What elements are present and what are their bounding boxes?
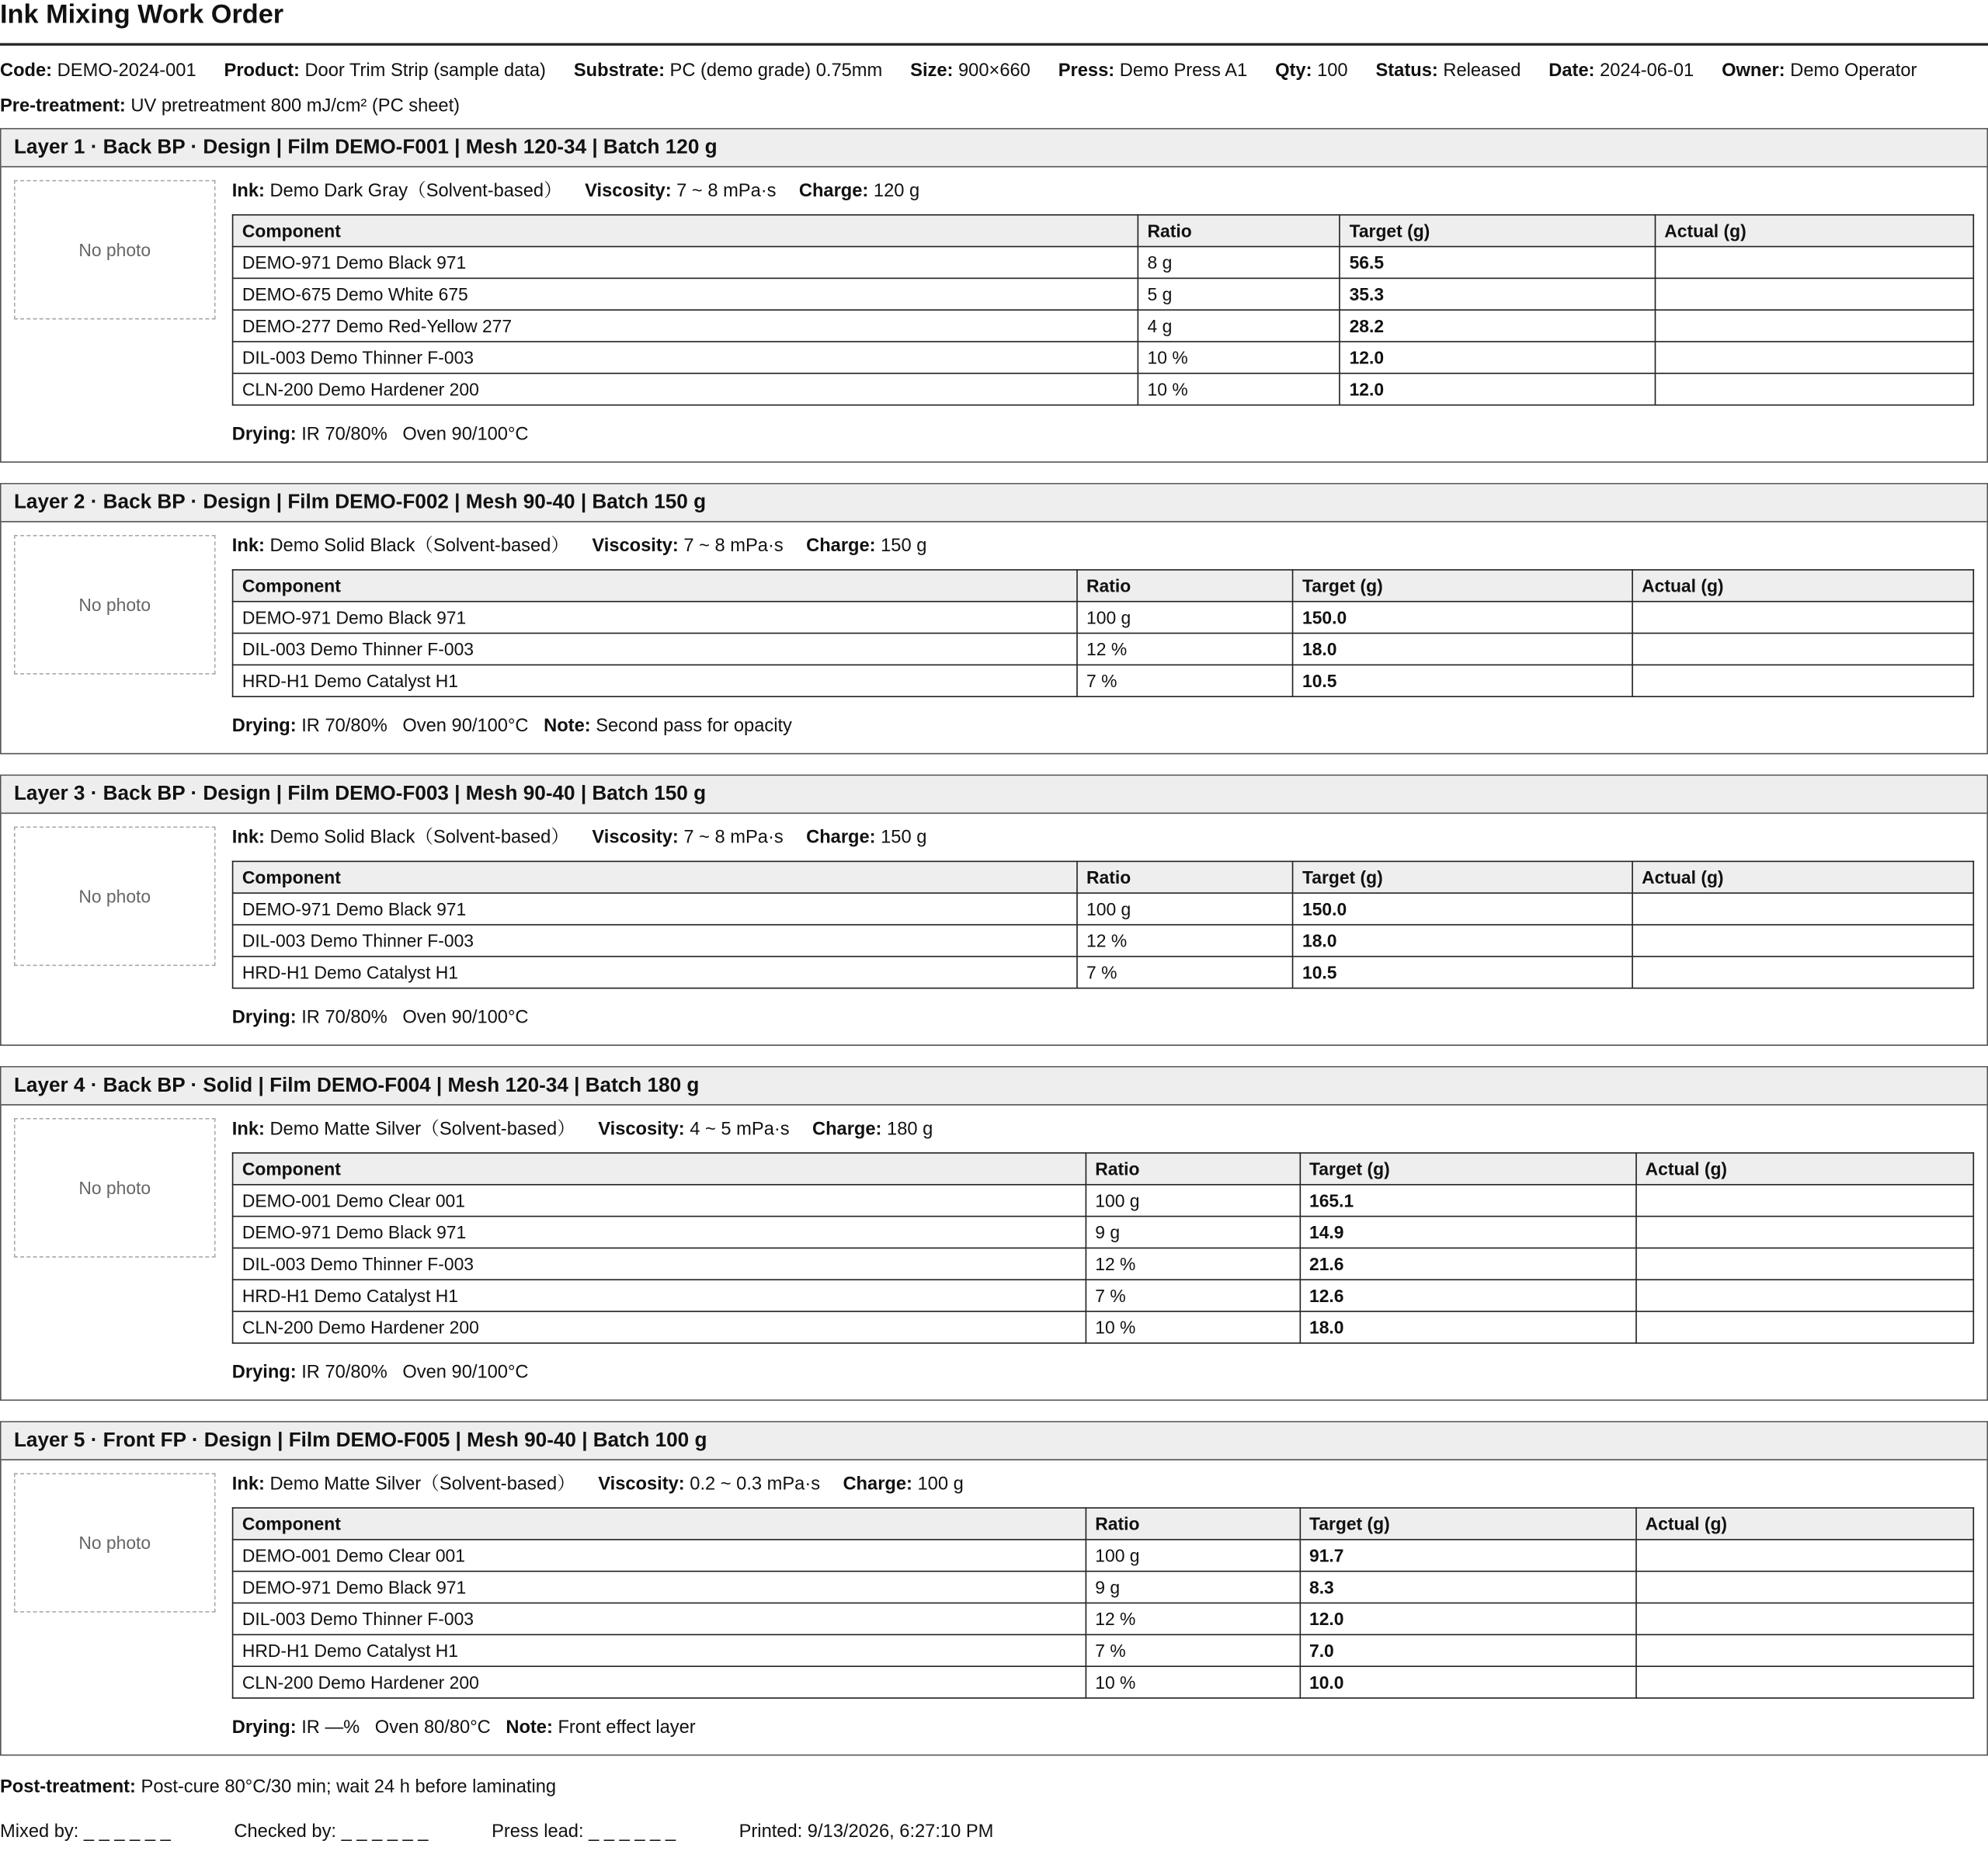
column-header-target: Target (g) [1340,215,1655,247]
meta-label: Date: [1548,60,1595,81]
table-row [233,373,1974,405]
charge-value: 120 g [873,181,920,202]
meta-value: PC (demo grade) 0.75mm [669,60,883,81]
actual-input-cell[interactable] [1655,310,1973,342]
viscosity-group [592,537,783,557]
target-cell: 150.0 [1293,602,1632,634]
order-meta-row [0,46,1988,96]
viscosity-label: Viscosity: [598,1474,685,1495]
target-cell: 21.6 [1300,1248,1636,1280]
component-cell: CLN-200 Demo Hardener 200 [233,1666,1086,1698]
target-cell: 10.5 [1293,665,1632,696]
checked-by-field[interactable]: Checked by: _ _ _ _ _ _ [234,1821,429,1842]
target-cell: 10.0 [1300,1666,1636,1698]
target-cell: 35.3 [1340,278,1655,310]
photo-placeholder: No photo [14,827,216,967]
target-cell: 18.0 [1300,1311,1636,1343]
ink-info-row [232,1473,1974,1495]
note-label: Note: [506,1717,553,1738]
layer-details [232,1473,1974,1739]
meta-item [910,61,1030,81]
ratio-cell: 9 g [1086,1571,1300,1603]
column-header-component: Component [233,570,1077,602]
meta-label: Owner: [1722,60,1785,81]
photo-placeholder: No photo [14,1118,216,1258]
charge-value: 150 g [881,828,927,849]
note-group [544,716,792,736]
drying-ir-value: IR —% [301,1717,360,1738]
column-header-target: Target (g) [1300,1508,1636,1540]
ratio-cell: 7 % [1077,957,1293,988]
meta-item [574,61,882,81]
printed-timestamp: Printed: 9/13/2026, 6:27:10 PM [739,1821,994,1842]
pretreatment-label: Pre-treatment: [0,96,126,117]
component-cell: DEMO-001 Demo Clear 001 [233,1540,1086,1571]
layer-body [2,1460,1987,1755]
ratio-cell: 10 % [1138,342,1340,373]
ink-info-row [232,827,1974,849]
column-header-actual: Actual (g) [1632,861,1973,893]
note-label: Note: [544,716,591,737]
actual-input-cell[interactable] [1632,925,1973,957]
layer-details [232,827,1974,1030]
layer-header: Layer 5 · Front FP · Design | Film DEMO-F005 | Mesh 90-40 | Batch 100 g [2,1422,1987,1460]
drying-label: Drying: [231,1007,297,1029]
layer-card [0,775,1988,1046]
target-cell: 7.0 [1300,1634,1636,1666]
ratio-cell: 4 g [1138,310,1340,342]
ratio-cell: 12 % [1086,1603,1300,1635]
target-cell: 12.0 [1340,342,1655,373]
table-row [233,1280,1974,1311]
component-cell: DEMO-001 Demo Clear 001 [233,1185,1086,1217]
layer-body [2,523,1987,753]
table-header-row [233,570,1974,602]
signature-row [0,1821,1988,1843]
component-cell: DIL-003 Demo Thinner F-003 [233,1603,1086,1635]
layer-body [2,168,1987,462]
ink-label: Ink: [231,181,265,202]
drying-ir-value: IR 70/80% [301,716,388,737]
table-row [233,634,1974,665]
photo-placeholder: No photo [14,1473,216,1613]
table-row [233,665,1974,696]
drying-row [232,1717,1974,1739]
note-value: Second pass for opacity [596,716,792,737]
actual-input-cell[interactable] [1632,665,1973,696]
layer-body [2,814,1987,1044]
actual-input-cell[interactable] [1632,957,1973,988]
column-header-component: Component [233,1153,1086,1185]
note-group [506,1717,695,1738]
component-cell: DIL-003 Demo Thinner F-003 [233,342,1138,373]
ink-value: Demo Solid Black（Solvent-based） [269,828,570,849]
meta-value: DEMO-2024-001 [57,60,196,81]
layer-header: Layer 1 · Back BP · Design | Film DEMO-F001 | Mesh 120-34 | Batch 120 g [2,130,1987,168]
component-cell: DEMO-971 Demo Black 971 [233,1217,1086,1248]
viscosity-value: 0.2 ~ 0.3 mPa·s [690,1474,821,1495]
table-row [233,925,1974,957]
viscosity-label: Viscosity: [585,181,672,202]
table-row [233,310,1974,342]
table-header-row [233,861,1974,893]
charge-group [812,1120,933,1140]
actual-input-cell[interactable] [1632,602,1973,634]
meta-value: 900×660 [958,60,1030,81]
column-header-component: Component [233,215,1138,247]
ink-info-row [232,535,1974,557]
table-row [233,342,1974,373]
component-cell: HRD-H1 Demo Catalyst H1 [233,1280,1086,1311]
component-cell: HRD-H1 Demo Catalyst H1 [233,957,1077,988]
ratio-cell: 7 % [1077,665,1293,696]
layer-card [0,1066,1988,1401]
note-value: Front effect layer [558,1717,696,1738]
viscosity-label: Viscosity: [592,536,679,557]
drying-row [232,1006,1974,1029]
column-header-ratio: Ratio [1138,215,1340,247]
actual-input-cell[interactable] [1635,1248,1973,1280]
layer-card [0,128,1988,463]
drying-row [232,715,1974,738]
drying-oven-value: Oven 90/100°C [402,716,529,737]
meta-label: Qty: [1275,60,1312,81]
actual-input-cell[interactable] [1632,893,1973,925]
target-cell: 18.0 [1293,634,1632,665]
actual-input-cell[interactable] [1635,1280,1973,1311]
component-cell: DEMO-971 Demo Black 971 [233,893,1077,925]
pretreatment-row [0,95,1988,127]
table-row [233,1603,1974,1635]
table-row [233,1217,1974,1248]
column-header-component: Component [233,1508,1086,1540]
meta-label: Status: [1375,60,1438,81]
drying-row [232,423,1974,446]
drying-oven-value: Oven 90/100°C [402,1007,529,1029]
table-row [233,1311,1974,1343]
charge-group [806,828,926,848]
ratio-cell: 8 g [1138,247,1340,279]
viscosity-group [598,1120,789,1140]
charge-label: Charge: [812,1119,882,1140]
target-cell: 8.3 [1300,1571,1636,1603]
component-cell: DEMO-971 Demo Black 971 [233,1571,1086,1603]
meta-value: Demo Press A1 [1119,60,1248,81]
ratio-cell: 12 % [1086,1248,1300,1280]
target-cell: 150.0 [1293,893,1632,925]
meta-item [1058,61,1247,81]
ink-label: Ink: [231,828,265,849]
viscosity-group [585,181,776,201]
layer-card [0,483,1988,754]
actual-input-cell[interactable] [1635,1311,1973,1343]
meta-label: Product: [224,60,300,81]
charge-value: 180 g [887,1119,933,1140]
actual-input-cell[interactable] [1635,1603,1973,1635]
component-cell: DEMO-277 Demo Red-Yellow 277 [233,310,1138,342]
target-cell: 91.7 [1300,1540,1636,1571]
ratio-cell: 7 % [1086,1280,1300,1311]
target-cell: 10.5 [1293,957,1632,988]
component-cell: CLN-200 Demo Hardener 200 [233,373,1138,405]
meta-item [224,61,546,81]
viscosity-group [592,828,783,848]
component-cell: HRD-H1 Demo Catalyst H1 [233,1634,1086,1666]
table-row [233,957,1974,988]
ratio-cell: 100 g [1086,1540,1300,1571]
layer-details [232,180,1974,446]
layer-header: Layer 2 · Back BP · Design | Film DEMO-F002 | Mesh 90-40 | Batch 150 g [2,484,1987,523]
column-header-ratio: Ratio [1086,1153,1300,1185]
ink-value: Demo Matte Silver（Solvent-based） [269,1474,575,1495]
viscosity-group [598,1474,820,1495]
viscosity-value: 7 ~ 8 mPa·s [683,828,784,849]
charge-value: 100 g [917,1474,964,1495]
table-row [233,247,1974,279]
posttreatment-label: Post-treatment: [0,1777,136,1798]
component-cell: CLN-200 Demo Hardener 200 [233,1311,1086,1343]
drying-label: Drying: [231,1363,297,1384]
layer-header: Layer 4 · Back BP · Solid | Film DEMO-F004 | Mesh 120-34 | Batch 180 g [2,1068,1987,1106]
meta-value: 2024-06-01 [1600,60,1694,81]
ink-label: Ink: [231,1119,265,1140]
meta-value: Demo Operator [1790,60,1917,81]
viscosity-value: 7 ~ 8 mPa·s [676,181,777,202]
component-table [232,1507,1974,1699]
drying-label: Drying: [231,1717,297,1738]
table-row [233,1634,1974,1666]
component-cell: DIL-003 Demo Thinner F-003 [233,1248,1086,1280]
table-row [233,1185,1974,1217]
ratio-cell: 9 g [1086,1217,1300,1248]
component-table [232,569,1974,697]
target-cell: 18.0 [1293,925,1632,957]
ratio-cell: 10 % [1086,1666,1300,1698]
ratio-cell: 10 % [1138,373,1340,405]
meta-value: Door Trim Strip (sample data) [304,60,546,81]
ink-value: Demo Matte Silver（Solvent-based） [269,1119,575,1140]
layers-container [0,128,1988,1755]
ink-label: Ink: [231,1474,265,1495]
table-row [233,1540,1974,1571]
component-table [232,861,1974,989]
target-cell: 14.9 [1300,1217,1636,1248]
ink-label: Ink: [231,536,265,557]
column-header-target: Target (g) [1293,861,1632,893]
component-cell: DEMO-971 Demo Black 971 [233,602,1077,634]
component-cell: HRD-H1 Demo Catalyst H1 [233,665,1077,696]
actual-input-cell[interactable] [1635,1634,1973,1666]
ink-value: Demo Dark Gray（Solvent-based） [269,181,562,202]
meta-label: Code: [0,60,53,81]
table-row [233,1248,1974,1280]
table-header-row [233,1508,1974,1540]
ratio-cell: 100 g [1086,1185,1300,1217]
meta-label: Substrate: [573,60,665,81]
component-cell: DEMO-971 Demo Black 971 [233,247,1138,279]
charge-group [843,1474,963,1495]
drying-ir-value: IR 70/80% [301,424,388,446]
component-cell: DIL-003 Demo Thinner F-003 [233,925,1077,957]
press-lead-field[interactable]: Press lead: _ _ _ _ _ _ [492,1821,676,1842]
ink-info-row [232,180,1974,203]
drying-row [232,1362,1974,1384]
ratio-cell: 5 g [1138,278,1340,310]
meta-value: 100 [1317,60,1348,81]
component-table [232,214,1974,406]
meta-label: Press: [1058,60,1115,81]
column-header-ratio: Ratio [1077,570,1293,602]
column-header-target: Target (g) [1300,1153,1636,1185]
actual-input-cell[interactable] [1635,1217,1973,1248]
drying-oven-value: Oven 90/100°C [402,424,529,446]
ratio-cell: 7 % [1086,1634,1300,1666]
meta-label: Size: [910,60,954,81]
ratio-cell: 12 % [1077,925,1293,957]
viscosity-value: 7 ~ 8 mPa·s [683,536,784,557]
charge-group [799,181,919,201]
ratio-cell: 100 g [1077,602,1293,634]
ratio-cell: 10 % [1086,1311,1300,1343]
actual-input-cell[interactable] [1632,634,1973,665]
column-header-target: Target (g) [1293,570,1632,602]
drying-oven-value: Oven 80/80°C [374,1717,491,1738]
component-table [232,1152,1974,1344]
table-row [233,1666,1974,1698]
meta-item [0,61,196,81]
table-header-row [233,215,1974,247]
ink-info-row [232,1118,1974,1141]
actual-input-cell[interactable] [1635,1666,1973,1698]
drying-label: Drying: [231,424,297,446]
page-title: Ink Mixing Work Order [0,0,1988,46]
layer-details [232,535,1974,738]
column-header-actual: Actual (g) [1655,215,1973,247]
target-cell: 165.1 [1300,1185,1636,1217]
component-cell: DEMO-675 Demo White 675 [233,278,1138,310]
viscosity-label: Viscosity: [598,1119,685,1140]
layer-card [0,1421,1988,1755]
meta-item [1275,61,1347,81]
meta-item [1722,61,1917,81]
photo-placeholder: No photo [14,535,216,675]
table-row [233,893,1974,925]
meta-value: Released [1443,60,1521,81]
mixed-by-field[interactable]: Mixed by: _ _ _ _ _ _ [0,1821,171,1842]
viscosity-label: Viscosity: [592,828,679,849]
posttreatment-value: Post-cure 80°C/30 min; wait 24 h before laminating [141,1777,557,1798]
ratio-cell: 100 g [1077,893,1293,925]
target-cell: 28.2 [1340,310,1655,342]
meta-item [1376,61,1521,81]
charge-label: Charge: [806,536,876,557]
column-header-actual: Actual (g) [1635,1508,1973,1540]
target-cell: 12.0 [1300,1603,1636,1635]
ink-value: Demo Solid Black（Solvent-based） [269,536,570,557]
drying-oven-value: Oven 90/100°C [402,1363,529,1384]
charge-label: Charge: [798,181,869,202]
actual-input-cell[interactable] [1655,342,1973,373]
component-cell: DIL-003 Demo Thinner F-003 [233,634,1077,665]
column-header-ratio: Ratio [1086,1508,1300,1540]
drying-ir-value: IR 70/80% [301,1007,388,1029]
column-header-ratio: Ratio [1077,861,1293,893]
drying-ir-value: IR 70/80% [301,1363,388,1384]
table-row [233,602,1974,634]
drying-label: Drying: [231,716,297,737]
target-cell: 12.6 [1300,1280,1636,1311]
table-row [233,278,1974,310]
charge-label: Charge: [843,1474,912,1495]
posttreatment-row [0,1776,1988,1798]
layer-body [2,1106,1987,1400]
table-row [233,1571,1974,1603]
actual-input-cell[interactable] [1635,1185,1973,1217]
target-cell: 12.0 [1340,373,1655,405]
actual-input-cell[interactable] [1655,278,1973,310]
charge-label: Charge: [806,828,876,849]
meta-item [1548,61,1694,81]
actual-input-cell[interactable] [1655,373,1973,405]
ratio-cell: 12 % [1077,634,1293,665]
layer-details [232,1118,1974,1384]
photo-placeholder: No photo [14,180,216,320]
charge-group [806,537,926,557]
actual-input-cell[interactable] [1635,1540,1973,1571]
layer-header: Layer 3 · Back BP · Design | Film DEMO-F003 | Mesh 90-40 | Batch 150 g [2,776,1987,814]
pretreatment-value: UV pretreatment 800 mJ/cm² (PC sheet) [130,96,461,117]
actual-input-cell[interactable] [1655,247,1973,279]
charge-value: 150 g [881,536,927,557]
column-header-actual: Actual (g) [1632,570,1973,602]
table-header-row [233,1153,1974,1185]
column-header-actual: Actual (g) [1635,1153,1973,1185]
viscosity-value: 4 ~ 5 mPa·s [690,1119,790,1140]
actual-input-cell[interactable] [1635,1571,1973,1603]
target-cell: 56.5 [1340,247,1655,279]
column-header-component: Component [233,861,1077,893]
